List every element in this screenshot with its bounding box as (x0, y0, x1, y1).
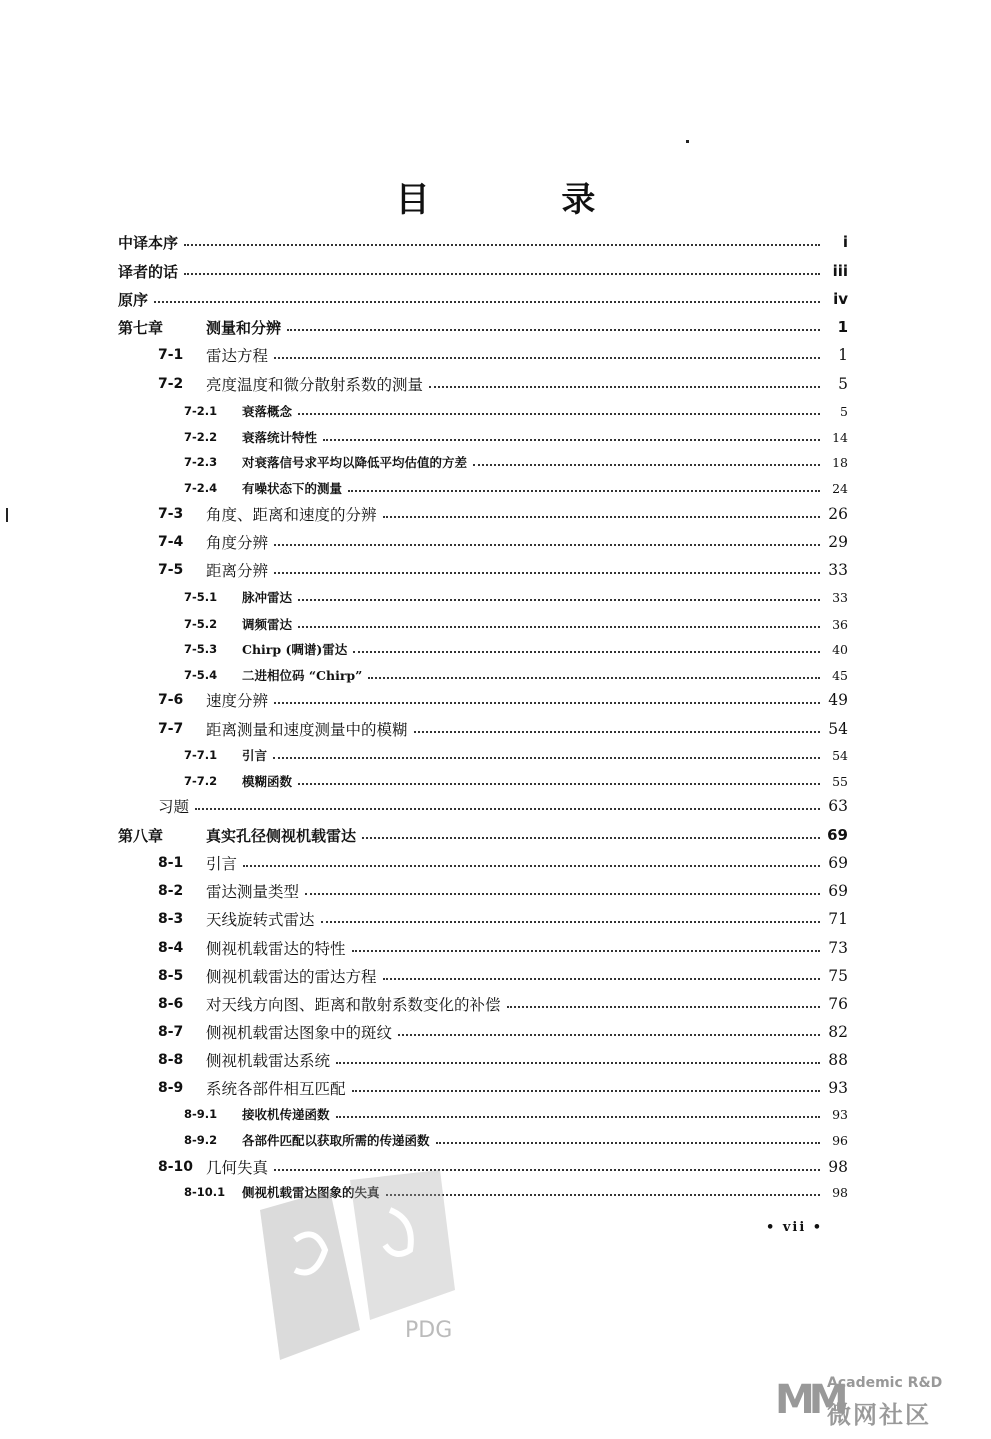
leader-dots (352, 1090, 820, 1092)
toc-entry-number: 第七章 (118, 318, 164, 337)
margin-mark (686, 140, 689, 143)
toc-entry-title: 中译本序 (118, 233, 179, 252)
toc-entry-title: 模糊函数 (242, 774, 293, 789)
toc-entry (118, 823, 848, 847)
toc-entry-page: 76 (828, 995, 848, 1013)
toc-entry-title: 距离测量和速度测量中的模糊 (206, 721, 408, 739)
toc-entry-page: 98 (832, 1184, 848, 1200)
leader-dots (184, 273, 820, 275)
toc-entry-page: 14 (832, 429, 848, 445)
toc-entry-number: 7-7.2 (184, 774, 218, 788)
toc-entry-title: 雷达方程 (206, 347, 269, 365)
toc-entry (118, 743, 848, 767)
toc-entry (118, 372, 848, 396)
leader-dots (195, 808, 820, 810)
toc-entry-number: 8-10.1 (184, 1185, 226, 1199)
logo-english: Academic R&D (827, 1375, 943, 1391)
toc-entry (118, 688, 848, 712)
publisher-logo (775, 1373, 985, 1433)
leader-dots (352, 950, 820, 952)
leader-dots (368, 677, 820, 679)
toc-entry (118, 343, 848, 367)
leader-dots (362, 837, 820, 839)
toc-entry-title: 天线旋转式雷达 (206, 911, 315, 929)
leader-dots (298, 413, 820, 415)
toc-entry (118, 558, 848, 582)
leader-dots (507, 1006, 820, 1008)
margin-mark (6, 508, 8, 522)
toc-entry-page: 5 (838, 375, 848, 393)
logo-chinese: 微网社区 (827, 1401, 931, 1429)
toc-entry-title: Chirp (啁谱)雷达 (242, 642, 348, 657)
leader-dots (353, 651, 820, 653)
toc-entry-title: 引言 (242, 748, 268, 763)
toc-entry-page: 49 (828, 691, 848, 709)
toc-entry-title: 侧视机载雷达图象中的斑纹 (206, 1024, 393, 1042)
toc-entry (118, 769, 848, 793)
toc-entry-page: 69 (828, 882, 848, 900)
leader-dots (184, 244, 820, 246)
leader-dots (383, 978, 820, 980)
toc-entry-number: 8-10 (158, 1159, 194, 1175)
toc-entry-title: 侧视机载雷达图象的失真 (242, 1185, 380, 1200)
toc-entry-number: 8-9.2 (184, 1133, 218, 1147)
toc-entry-page: 5 (840, 403, 848, 419)
toc-entry-number: 8-9.1 (184, 1107, 218, 1121)
leader-dots (287, 329, 820, 331)
toc-entry-page: iii (832, 262, 848, 280)
toc-entry (118, 1155, 848, 1179)
toc-entry-number: 7-2 (158, 376, 184, 392)
toc-entry (118, 259, 848, 283)
page-folio: • vii • (766, 1220, 824, 1235)
toc-entry-page: 45 (832, 667, 848, 683)
toc-entry-page: iv (833, 290, 848, 308)
toc-entry (118, 399, 848, 423)
leader-dots (414, 731, 820, 733)
leader-dots (336, 1062, 820, 1064)
toc-entry (118, 1048, 848, 1072)
toc-entry (118, 879, 848, 903)
toc-entry (118, 851, 848, 875)
toc-entry-title: 对天线方向图、距离和散射系数变化的补偿 (206, 996, 501, 1014)
leader-dots (473, 464, 820, 466)
toc-entry-title: 速度分辨 (206, 692, 269, 710)
toc-entry-page: 18 (832, 454, 848, 470)
toc-entry-number: 7-4 (158, 534, 184, 550)
toc-entry (118, 315, 848, 339)
toc-entry (118, 612, 848, 636)
toc-entry (118, 964, 848, 988)
toc-entry-number: 7-5.2 (184, 617, 218, 631)
leader-dots (154, 301, 820, 303)
toc-entry-title: 侧视机载雷达的雷达方程 (206, 968, 377, 986)
toc-entry-page: 69 (827, 826, 848, 844)
leader-dots (436, 1142, 820, 1144)
toc-entry-page: 54 (832, 747, 848, 763)
leader-dots (305, 893, 820, 895)
toc-entry-number: 8-1 (158, 855, 184, 871)
toc-entry-number: 8-8 (158, 1052, 184, 1068)
leader-dots (383, 516, 820, 518)
toc-entry-page: 54 (828, 720, 848, 738)
toc-entry-title: 衰落概念 (242, 404, 293, 419)
leader-dots (274, 572, 820, 574)
toc-entry-number: 7-5.3 (184, 642, 218, 656)
toc-entry-page: 29 (828, 533, 848, 551)
toc-entry-number: 7-7.1 (184, 748, 218, 762)
toc-entry-page: 88 (828, 1051, 848, 1069)
toc-entry (118, 585, 848, 609)
toc-entry-title: 系统各部件相互匹配 (206, 1080, 346, 1098)
toc-entry-title: 习题 (158, 798, 190, 816)
toc-entry-page: 33 (832, 589, 848, 605)
toc-entry (118, 1020, 848, 1044)
toc-entry-title: 脉冲雷达 (242, 590, 293, 605)
toc-entry-page: 33 (828, 561, 848, 579)
toc-entry-number: 7-5.4 (184, 668, 218, 682)
toc-entry-title: 二进相位码 “Chirp” (242, 668, 363, 683)
toc-entry-number: 8-6 (158, 996, 184, 1012)
toc-entry (118, 907, 848, 931)
toc-entry-page: 36 (832, 616, 848, 632)
toc-entry-page: 93 (828, 1079, 848, 1097)
toc-entry-page: 40 (832, 641, 848, 657)
toc-entry-page: 69 (828, 854, 848, 872)
toc-entry (118, 717, 848, 741)
toc-entry (118, 663, 848, 687)
leader-dots (398, 1034, 820, 1036)
toc-entry-title: 角度、距离和速度的分辨 (206, 506, 377, 524)
toc-entry-page: 63 (828, 797, 848, 815)
leader-dots (298, 626, 820, 628)
toc-entry (118, 425, 848, 449)
toc-entry-page: 98 (828, 1158, 848, 1176)
leader-dots (321, 921, 820, 923)
toc-entry-title: 真实孔径侧视机载雷达 (206, 826, 357, 845)
toc-entry (118, 450, 848, 474)
toc-entry-number: 7-2.1 (184, 404, 218, 418)
toc-entry-title: 译者的话 (118, 262, 179, 281)
logo-mark: MM (775, 1377, 843, 1423)
leader-dots (323, 439, 820, 441)
toc-entry-number: 7-7 (158, 721, 184, 737)
leader-dots (274, 544, 820, 546)
leader-dots (274, 357, 820, 359)
page-title: 目 录 (395, 180, 656, 220)
toc-entry (118, 936, 848, 960)
toc-entry-page: 71 (828, 910, 848, 928)
toc-entry-title: 距离分辨 (206, 562, 269, 580)
toc-entry-title: 调频雷达 (242, 617, 293, 632)
toc-entry-page: 1 (837, 318, 848, 336)
toc-entry-number: 8-9 (158, 1080, 184, 1096)
toc-entry (118, 992, 848, 1016)
toc-entry-page: 96 (832, 1132, 848, 1148)
toc-entry-page: i (842, 233, 848, 251)
toc-entry (118, 502, 848, 526)
toc-entry-page: 93 (832, 1106, 848, 1122)
toc-entry-number: 7-6 (158, 692, 184, 708)
leader-dots (298, 599, 820, 601)
toc-entry-title: 对衰落信号求平均以降低平均估值的方差 (242, 455, 468, 470)
leader-dots (336, 1116, 820, 1118)
toc-entry-page: 26 (828, 505, 848, 523)
stamp-text: PDG (405, 1318, 453, 1343)
toc-entry-page: 1 (838, 346, 848, 364)
toc-entry-number: 8-2 (158, 883, 184, 899)
toc-entry-title: 雷达测量类型 (206, 883, 300, 901)
toc-entry (118, 794, 848, 818)
toc-entry-number: 8-3 (158, 911, 184, 927)
leader-dots (243, 865, 820, 867)
toc-entry (118, 1076, 848, 1100)
toc-entry (118, 287, 848, 311)
toc-entry (118, 1102, 848, 1126)
toc-entry-page: 24 (832, 480, 848, 496)
toc-entry-page: 55 (832, 773, 848, 789)
toc-entry-title: 原序 (118, 290, 149, 309)
toc-entry-number: 7-1 (158, 347, 184, 363)
toc-entry-title: 侧视机载雷达的特性 (206, 940, 346, 958)
toc-entry-page: 82 (828, 1023, 848, 1041)
toc-entry-number: 8-5 (158, 968, 184, 984)
leader-dots (298, 783, 820, 785)
toc-entry-title: 衰落统计特性 (242, 430, 318, 445)
toc-entry-title: 几何失真 (206, 1159, 269, 1177)
toc-entry-title: 接收机传递函数 (242, 1107, 330, 1122)
toc-entry-title: 亮度温度和微分散射系数的测量 (206, 376, 424, 394)
leader-dots (429, 386, 820, 388)
toc-entry-number: 8-7 (158, 1024, 184, 1040)
toc-entry-number: 7-2.2 (184, 430, 218, 444)
toc-entry-page: 73 (828, 939, 848, 957)
toc-entry-number: 第八章 (118, 826, 164, 845)
toc-entry-title: 侧视机载雷达系统 (206, 1052, 331, 1070)
toc-entry (118, 476, 848, 500)
toc-entry-title: 测量和分辨 (206, 318, 282, 337)
toc-entry-title: 角度分辨 (206, 534, 269, 552)
leader-dots (273, 757, 820, 759)
toc-entry (118, 230, 848, 254)
toc-entry-title: 各部件匹配以获取所需的传递函数 (242, 1133, 430, 1148)
toc-entry (118, 530, 848, 554)
leader-dots (348, 490, 820, 492)
toc-entry-title: 有噪状态下的测量 (242, 481, 343, 496)
toc-entry-number: 7-3 (158, 506, 184, 522)
toc-entry-number: 7-5 (158, 562, 184, 578)
toc-entry (118, 1180, 848, 1204)
toc-entry-title: 引言 (206, 855, 238, 873)
toc-entry-number: 7-2.4 (184, 481, 218, 495)
toc-entry-number: 8-4 (158, 940, 184, 956)
toc-entry-number: 7-2.3 (184, 455, 218, 469)
toc-entry (118, 1128, 848, 1152)
toc-entry (118, 637, 848, 661)
toc-entry-number: 7-5.1 (184, 590, 218, 604)
leader-dots (274, 702, 820, 704)
toc-entry-page: 75 (828, 967, 848, 985)
